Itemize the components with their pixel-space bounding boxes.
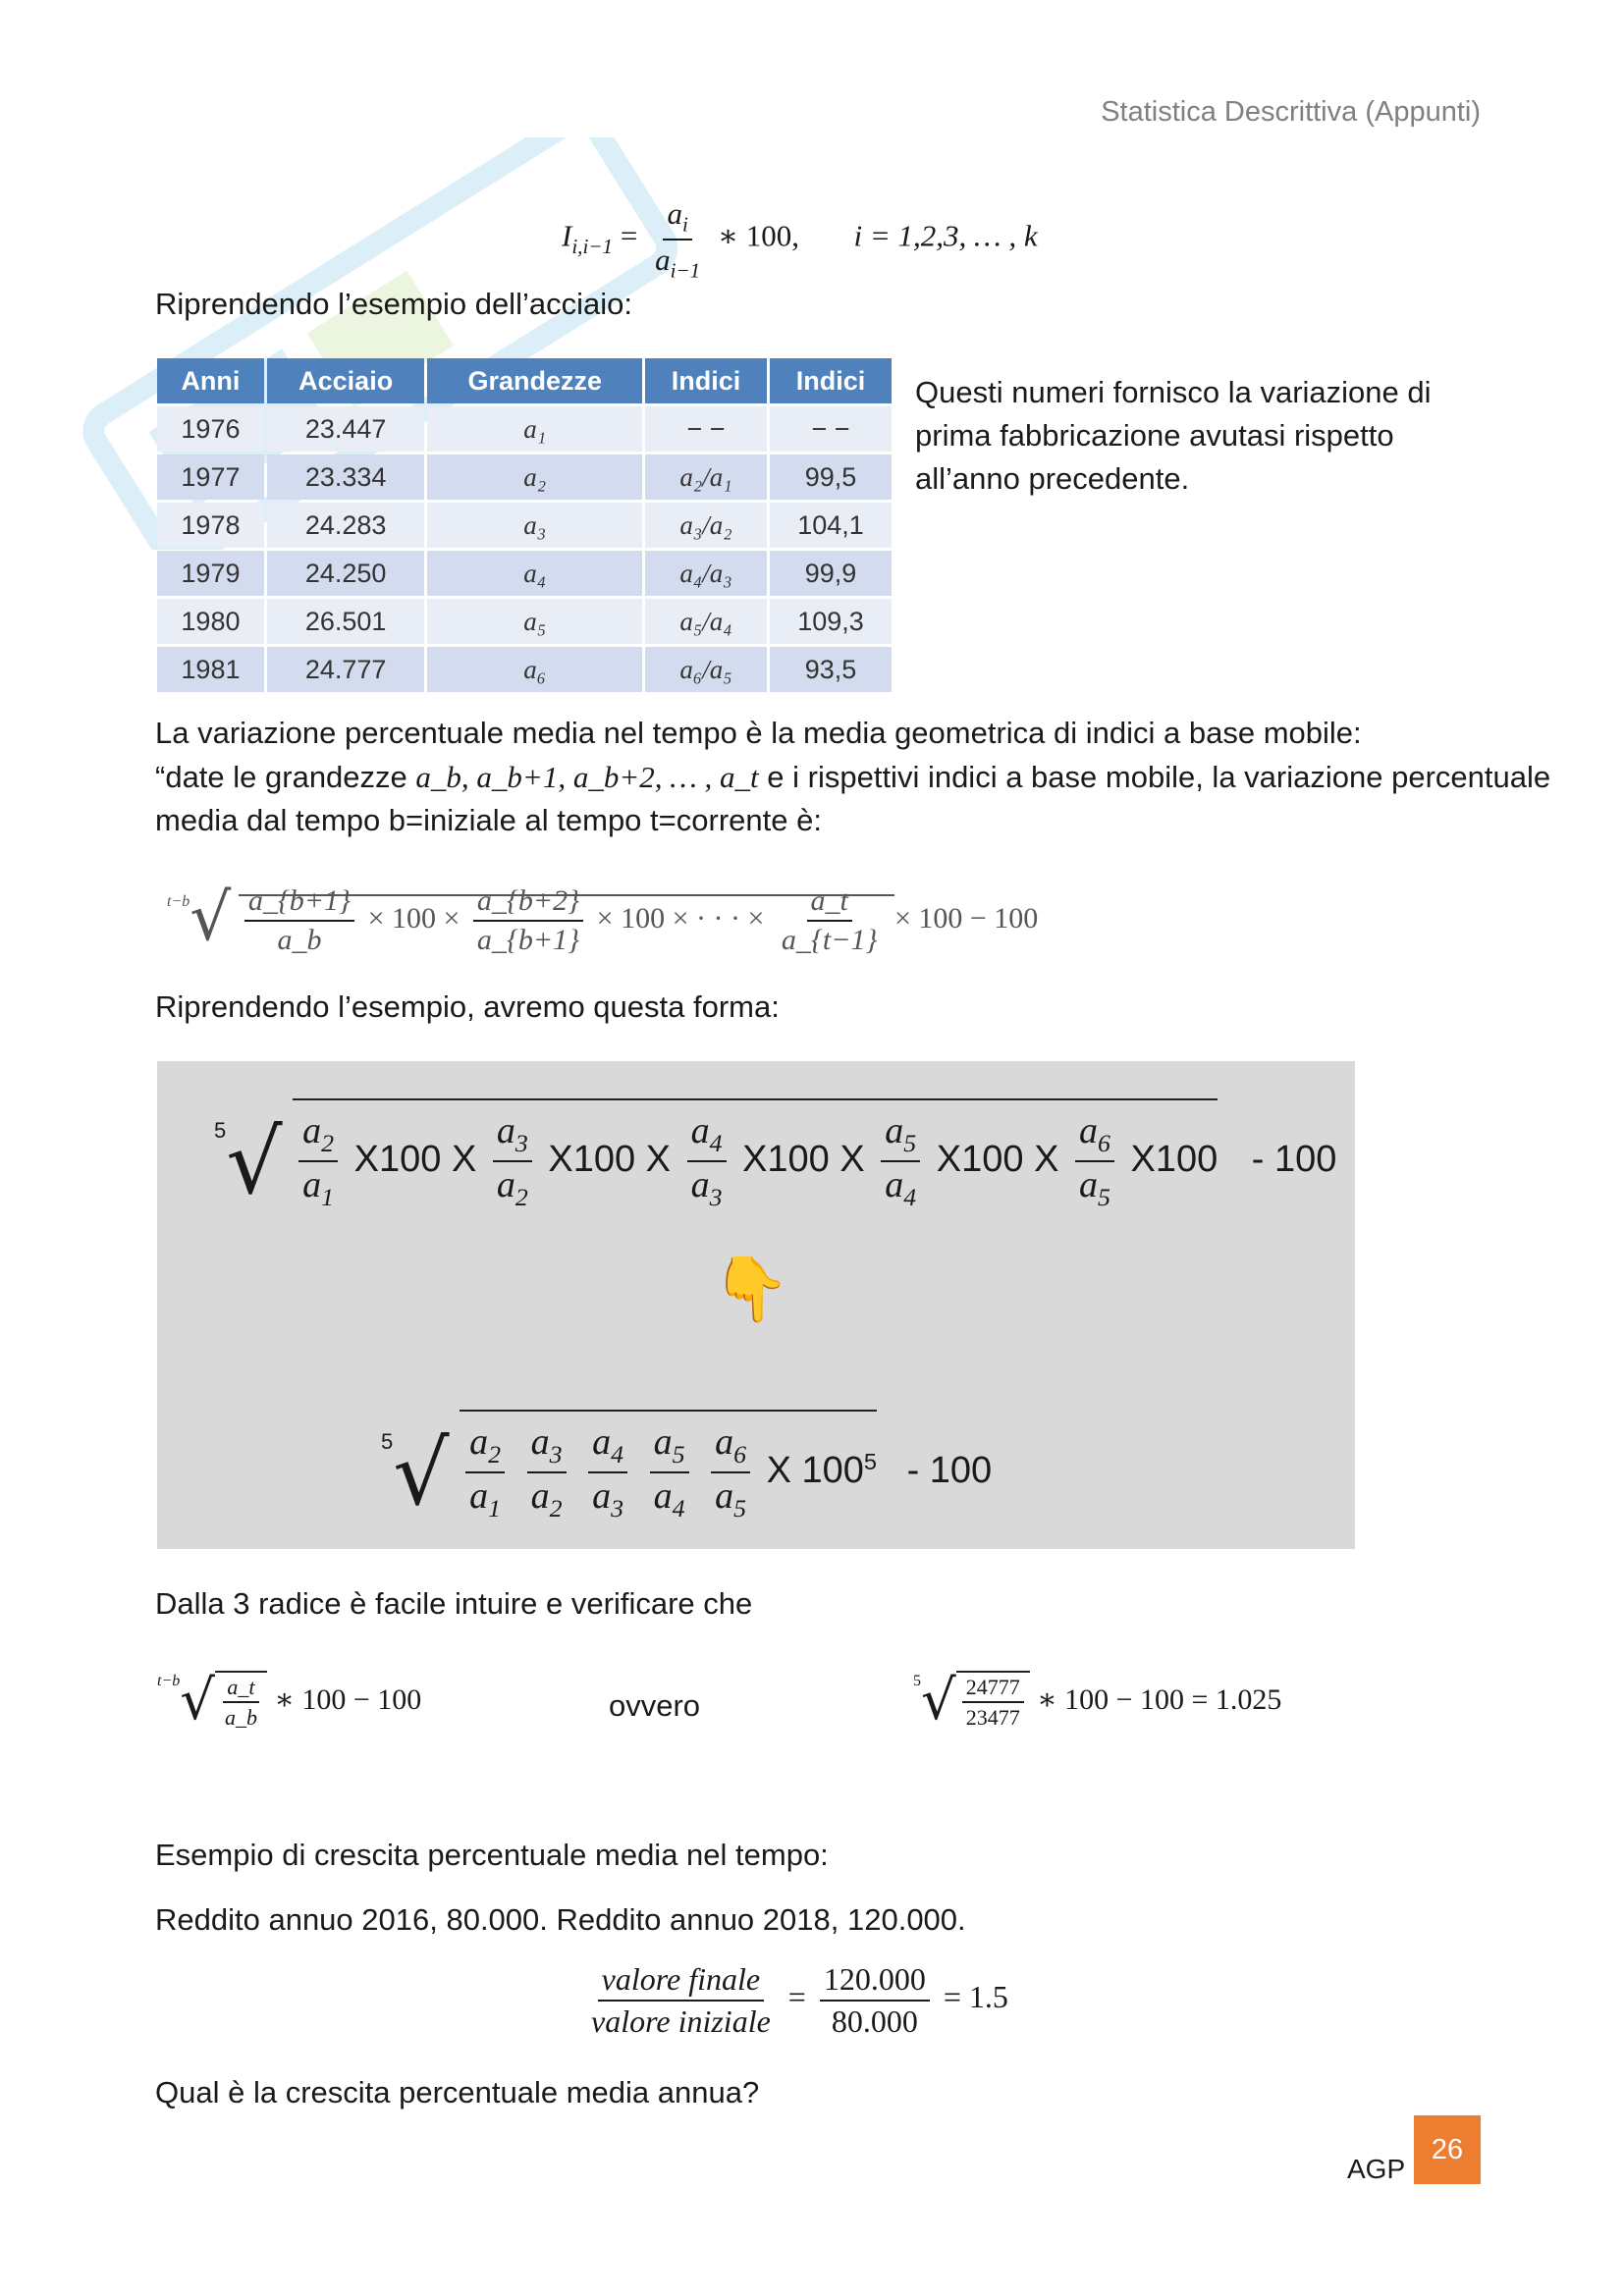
para-variazione: La variazione percentuale media nel tempo è la media geometrica di indici a base mobile: (155, 716, 1362, 750)
para-date-grandezze: “date le grandezze a_b, a_b+1, a_b+2, … , a_t e i rispettivi indici a base mobile, la variazione percentuale (155, 760, 1551, 794)
general-root-formula: $^{t-b}$√ $\frac{a\_\{b+1\}}{a\_b}$ × 100 × $\frac{a\_\{b+2\}}{a\_\{b+1\}}$ × 100 × · · · × $\frac{a\_t}{a\_\{t-1\}}$ × 100 − 100 (167, 880, 1039, 957)
col-header: Indici (645, 358, 767, 403)
side-note: Questi numeri fornisco la variazione di prima fabbricazione avutasi rispetto all’anno precedente. (915, 375, 1432, 496)
esempio-text: Esempio di crescita percentuale media nel tempo: (155, 1838, 829, 1872)
pointing-down-icon: 👇 (712, 1254, 790, 1324)
col-header: Indici (770, 358, 892, 403)
table-row: 1981 24.777 a₆ a₆/a₅ 93,5 (157, 647, 892, 692)
table-row: 1979 24.250 a₄ a₄/a₃ 99,9 (157, 551, 892, 596)
footer-author: AGP (1347, 2154, 1406, 2184)
table-row: 1978 24.283 a₃ a₃/a₂ 104,1 (157, 503, 892, 548)
root-numeric-formula: $^5$√ $\frac{24777}{23477}$ ∗ 100 − 100 = 1.025 (913, 1669, 1282, 1733)
col-header: Anni (157, 358, 264, 403)
col-header: Grandezze (427, 358, 642, 403)
index-formula: $I_{i,i-1}$ = $\frac{a_i}{a_{i-1}}$ ∗ 100, i = 1,2,3, … , k (562, 196, 1038, 282)
para-media: media dal tempo b=iniziale al tempo t=corrente è: (155, 803, 822, 837)
page-number-badge: 26 (1414, 2115, 1481, 2184)
intro-text: Riprendendo l’esempio dell’acciaio: (155, 287, 632, 321)
root-formula-expanded: $^5$√ $\frac{a_2}{a_1}$ X100 X $\frac{a_3}{a_2}$ X100 X $\frac{a_4}{a_3}$ X100 X $\frac{a_5}{a_4}$ X100 X $\frac{a_6}{a_5}$ X100 - 100 (214, 1098, 1336, 1214)
growth-ratio-formula: $\frac{\text{valore finale}}{\text{valore iniziale}}$ = $\frac{120.000}{80.000}$ = 1.5 (591, 1961, 1008, 2039)
question-text: Qual è la crescita percentuale media annua? (155, 2075, 760, 2109)
reddito-text: Reddito annuo 2016, 80.000. Reddito annuo 2018, 120.000. (155, 1902, 966, 1937)
table-row: 1980 26.501 a₅ a₅/a₄ 109,3 (157, 599, 892, 644)
root-formula-compact: $^5$√ $\frac{a_2}{a_1}$ $\frac{a_3}{a_2}$ $\frac{a_4}{a_3}$ $\frac{a_5}{a_4}$ $\frac{a_6}{a_5}$ X $100^5 - 100$ (381, 1410, 992, 1525)
col-header: Acciaio (267, 358, 425, 403)
steel-table (154, 355, 894, 695)
page-header-title: Statistica Descrittiva (Appunti) (1101, 96, 1481, 128)
dalla-text: Dalla 3 radice è facile intuire e verificare che (155, 1586, 753, 1621)
table-row: 1977 23.334 a₂ a₂/a₁ 99,5 (157, 454, 892, 500)
example-formula-box (157, 1061, 1355, 1549)
ovvero-text: ovvero (609, 1688, 701, 1723)
table-header-row (157, 358, 892, 403)
root-ratio-formula: $^{t-b}$√ $\frac{a\_t}{a\_b}$ ∗ 100 − 100 (157, 1669, 422, 1733)
table-row: 1976 23.447 a₁ − − − − (157, 406, 892, 452)
example-intro: Riprendendo l’esempio, avremo questa forma: (155, 989, 780, 1024)
